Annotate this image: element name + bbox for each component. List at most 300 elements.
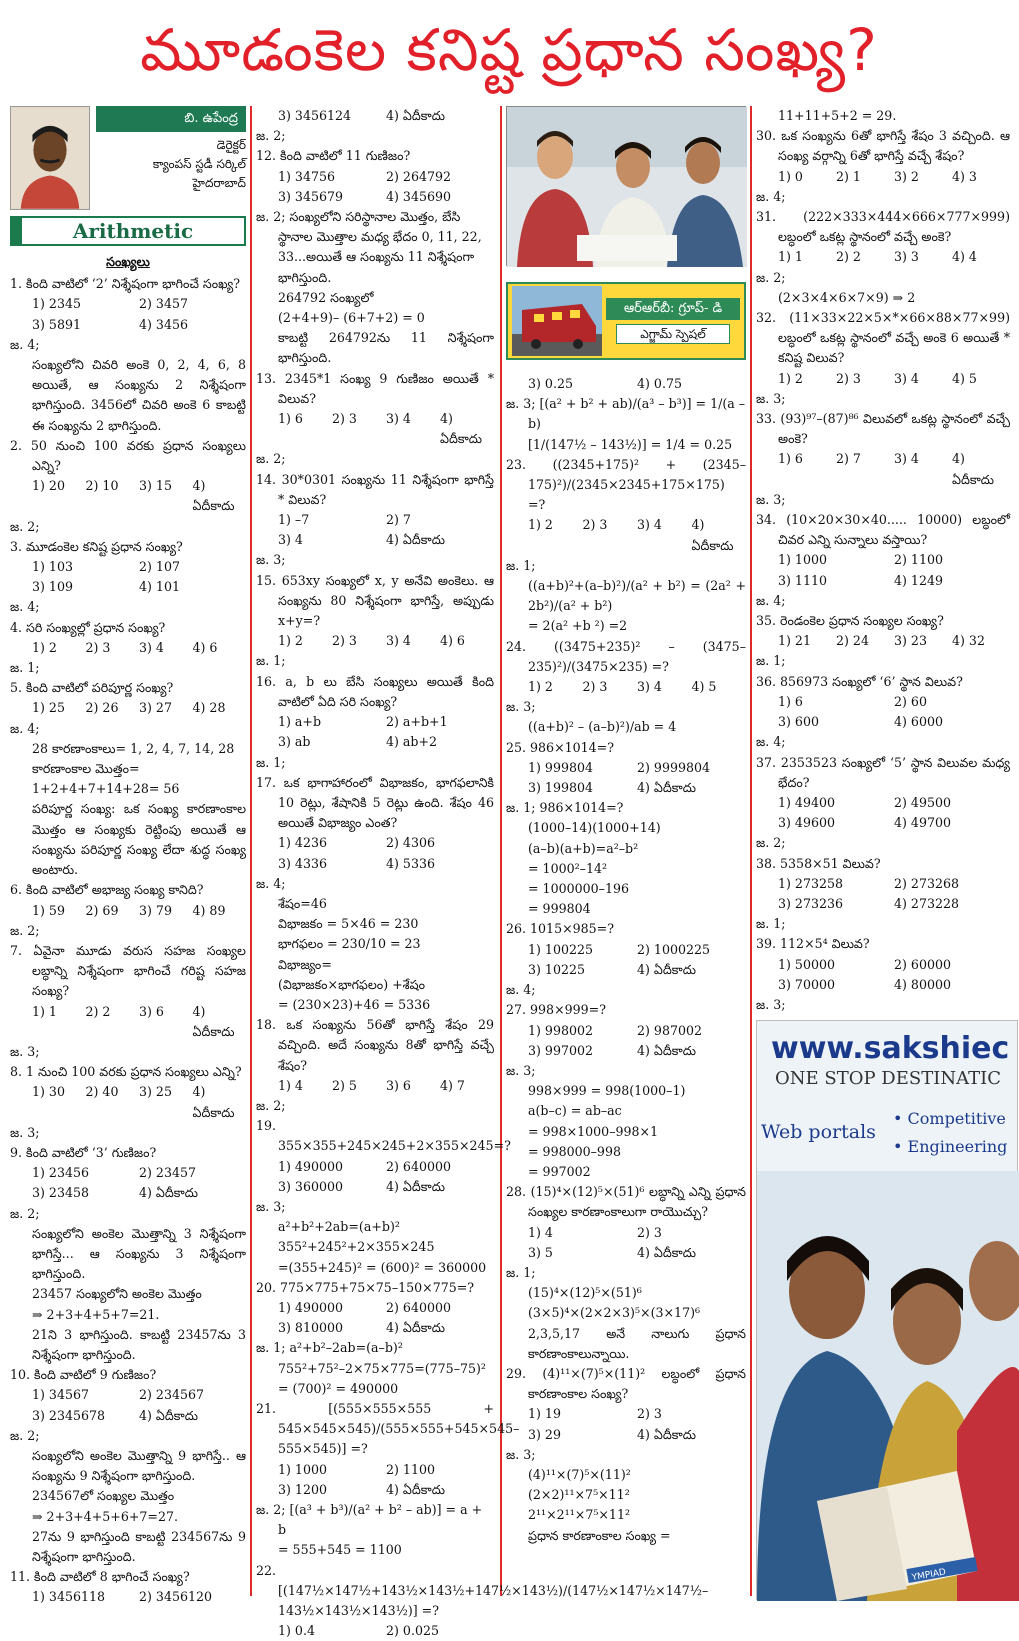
answer-option: 3) 2 [894,168,919,184]
answer-option: 1) a+b [278,714,322,730]
explanation: 1+2+4+7+14+28= 56 [32,781,180,797]
question: 38. 5358×51 విలువ? [756,855,881,871]
explanation: పరిపూర్ణ సంఖ్య: ఒక సంఖ్య కారణాంకాల మొత్తం ఆ సంఖ్యకు రెట్టింపు అయితే ఆ సంఖ్యను పరిపూర్ణ సంఖ్య లేదా శుద్ధ సంఖ్య అంటారు. [32,801,246,878]
answer-option: 1) 490000 [278,1158,344,1174]
answer-option: 4) ఏదీకాదు [637,780,696,796]
answer-option: 3) 25 [139,1084,172,1100]
question: 28. (15)⁴×(12)⁵×(51)⁶ లబ్ధాన్ని ఎన్ని ప్రధాన సంఖ్యల కారణాంకాలుగా రాయొచ్చు? [506,1184,746,1220]
answer-option: 2) 49500 [894,794,951,810]
answer-option: 4) 6 [192,639,218,655]
answer-option: 4) ఏదీకాదు [691,517,734,553]
answer-options [256,409,494,449]
explanation: 11+11+5+2 = 29. [778,108,897,123]
answer-option: 2) 26 [85,700,119,716]
answer-option: 2) 3 [85,639,111,655]
question: 30. ఒక సంఖ్యను 6తో భాగిస్తే శేషం 3 వచ్చింది. ఆ సంఖ్య వర్గాన్ని 6తో భాగిస్తే వచ్చే శేషం? [756,128,1010,164]
answer-options [506,1404,746,1444]
explanation: = 555+545 = 1100 [278,1542,402,1558]
answer-option: 2) 234567 [139,1387,205,1403]
explanation: ((a+b)²+(a–b)²)/(a² + b²) = (2a² + 2b²)/(a² + b²) [528,578,746,614]
explanation: 998×999 = 998(1000–1) [528,1083,686,1099]
answer-option: 1) 490000 [278,1299,344,1315]
answer-options [506,758,746,798]
answer-option: 1) 2345 [32,296,81,312]
answer: జ. 3; [506,1446,536,1462]
explanation: = 998000–998 [528,1143,621,1159]
answer-option: 2) 4306 [386,835,435,851]
answer: జ. 2; [10,1427,40,1443]
answer-option: 4) 3 [952,168,977,184]
answer-options [256,106,494,126]
answer-option: 4) ఏదీకాదు [386,1320,445,1336]
answer-option: 4) 49700 [894,815,951,831]
answer-option: 3) 4 [637,679,662,695]
question: 4. సరి సంఖ్యల్లో ప్రధాన సంఖ్య? [10,619,166,635]
answer-option: 3) 345679 [278,188,344,204]
answer-option: 4) 6000 [894,714,943,730]
answer-option: 1) 6 [278,411,303,427]
answer-option: 1) 2 [528,517,553,533]
column-divider [500,106,502,1596]
author-org: క్యాంపస్ స్టడీ సర్కిల్ [152,157,246,171]
question: 37. 2353523 సంఖ్యలో ‘5’ స్థాన విలువల మధ్య భేదం? [756,754,1010,790]
question: 9. కింది వాటిలో ‘3’ గుణిజం? [10,1144,157,1160]
answer-option: 1) 30 [32,1084,65,1100]
question: 36. 856973 సంఖ్యలో ‘6’ స్థాన విలువ? [756,673,963,689]
question: 1. కింది వాటిలో ‘2’ నిశ్శేషంగా భాగించే సంఖ్య? [10,276,241,292]
explanation: (3×5)⁴×(2×2×3)⁵×(3×17)⁶ [528,1305,701,1321]
answer-option: 4) 5336 [386,855,435,871]
answer-option: 1) 999804 [528,759,594,775]
answer: జ. 1; [506,1264,536,1280]
answer: జ. 2; [(a³ + b³)/(a² + b² – ab)] = a + b [256,1502,483,1538]
answer-options [506,1223,746,1263]
answer-option: 2) 987002 [637,1022,703,1038]
answer-option: 2) 3 [332,411,357,427]
answer-option: 2) 3 [637,1406,662,1422]
column-divider [250,106,252,1596]
explanation: (2+4+9)– (6+7+2) = 0 [278,310,425,326]
explanation: 755²+75²–2×75×775=(775–75)² [278,1360,486,1376]
question: 17. ఒక భాగాహారంలో విభాజకం, భాగఫలానికి 10 రెట్లు, శేషానికి 5 రెట్లు ఉంది. శేషం 46 అయితే విభాజ్యం ఎంత? [256,774,494,831]
ad-bullets [893,1105,1007,1161]
answer-options [10,1002,246,1042]
answer: జ. 3; [756,390,786,406]
answer-option: 4) ఏదీకాదు [192,1003,235,1039]
answer-option: 1) 1 [778,249,803,265]
answer-option: 1) 23456 [32,1165,89,1181]
answer-option: 4) ఏదీకాదు [139,1185,198,1201]
answer-option: 4) 101 [139,579,180,595]
answer: జ. 2; [10,1205,40,1221]
explanation: =(355+245)² = (600)² = 360000 [278,1259,487,1275]
answer-option: 1) 103 [32,559,73,575]
question: 32. (11×33×22×5×*×66×88×77×99) లబ్ధంలో ఒకట్ల స్థానంలో వచ్చే అంకె 6 అయితే * కనిష్ట విలువ? [756,310,1010,366]
answer-option: 2) 640000 [386,1299,452,1315]
explanation: = 1000²–14² [528,860,608,876]
rrb-banner [506,282,746,360]
answer-options [256,1076,494,1096]
answer-option: 3) 360000 [278,1178,344,1194]
author-photo [10,106,90,210]
question: 19. 355×355+245×245+2×355×245=? [256,1118,511,1154]
answer-option: 3) 4 [894,451,919,467]
question: 20. 775×775+75×75–150×775=? [256,1279,475,1295]
answer-options [506,677,746,697]
question: 6. కింది వాటిలో అభాజ్య సంఖ్య కానిది? [10,882,204,898]
answer-option: 1) 100225 [528,941,594,957]
answer-option: 4) 28 [192,700,226,716]
column-3 [506,106,746,1596]
answer: జ. 2; [10,518,40,534]
question: 33. (93)⁹⁷–(87)⁸⁶ విలువలో ఒకట్ల స్థానంలో వచ్చే అంకె? [756,411,1010,447]
column-divider [750,106,752,1596]
explanation: విభాజకం = 5×46 = 230 [278,916,419,932]
question: 39. 112×5⁴ విలువ? [756,936,870,952]
answer-option: 4) ఏదీకాదు [637,1244,696,1260]
answer-option: 1) 0 [778,168,803,184]
answer-option: 3) 3456124 [278,108,352,123]
question: 7. ఏవైనా మూడు వరుస సహజ సంఖ్యల లబ్ధాన్ని నిశ్శేషంగా భాగించే గరిష్ట సహజ సంఖ్య? [10,942,246,999]
explanation: (a–b)(a+b)=a²–b² [528,840,639,856]
answer-option: 4) 6 [440,633,465,649]
question: 31. (222×333×444×666×777×999) లబ్ధంలో ఒకట్ల స్థానంలో వచ్చే అంకె? [756,209,1010,245]
answer: జ. 1; [10,660,40,676]
answer-option: 1) 2 [278,633,303,649]
answer-option: 2) 640000 [386,1158,452,1174]
answer-options [506,374,746,394]
answer-option: 3) 1200 [278,1481,327,1497]
ad-book-text: YMPIAD [911,1567,947,1584]
explanation: 2¹¹×2¹¹×7⁵×11² [528,1507,631,1523]
answer-option: 1) 1000 [278,1461,327,1477]
answer-options [256,833,494,873]
question: 22. [(147½×147½+143½×143½+147½×143½)/(147½×147½×147½–143½×143½×143½)] =? [256,1562,709,1619]
answer-option: 3) 5 [528,1244,553,1260]
answer-option: 1) 2 [528,679,553,695]
answer-options [256,1157,494,1197]
answer-option: 4) 345690 [386,188,452,204]
answer-options [256,712,494,752]
answer-option: 2) 60 [894,693,927,709]
answer: జ. 3; [10,1043,40,1059]
answer: జ. 4; [256,875,286,891]
answer-option: 2) 7 [386,512,411,528]
answer-option: 4) ఏదీకాదు [952,451,995,487]
answer-option: 4) 273228 [894,895,960,911]
answer-option: 3) 3 [894,249,919,265]
answer-option: 2) 9999804 [637,759,711,775]
answer-options [756,874,1010,914]
answer-option: 3) 4 [386,411,411,427]
answer-option: 4) ab+2 [386,734,438,750]
explanation: (15)⁴×(12)⁵×(51)⁶ [528,1285,642,1301]
answer-option: 3) 4 [637,517,662,533]
answer-option: 4) ఏదీకాదు [637,961,696,977]
answer-option: 3) 2345678 [32,1407,106,1423]
explanation: 234567లో సంఖ్యల మొత్తం [32,1488,175,1504]
question: 2. 50 నుంచి 100 వరకు ప్రధాన సంఖ్యలు ఎన్ని? [10,437,246,474]
answer-option: 3) 70000 [778,976,835,992]
question: 34. (10×20×30×40..... 10000) లబ్ధంలో చివర ఎన్ని సున్నాలు వస్తాయి? [756,512,1010,548]
answer-option: 2) 3457 [139,296,188,312]
answer-options [10,1587,246,1607]
explanation: కారణాంకాల మొత్తం= [32,761,140,777]
question: 27. 998×999=? [506,1002,606,1018]
answer-options [756,793,1010,833]
answer-option: 4) ఏదీకాదు [139,1407,198,1423]
answer: జ. 2; [756,269,786,285]
answer-option: 1) –7 [278,512,310,528]
question: 10. కింది వాటిలో 9 గుణిజం? [10,1367,157,1383]
question: 29. (4)¹¹×(7)⁵×(11)² లబ్ధంలో ప్రధాన కారణాంకాల సంఖ్య? [506,1365,746,1402]
answer-option: 3) 1110 [778,572,827,588]
explanation: a²+b²+2ab=(a+b)² [278,1219,400,1235]
answer-option: 2) a+b+1 [386,714,448,730]
explanation: (4)¹¹×(7)⁵×(11)² [528,1466,631,1482]
explanation: (2×3×4×6×7×9) ⇒ 2 [778,289,916,305]
explanation: [1/(147½ – 143½)] = 1/4 = 0.25 [528,436,733,452]
answer-option: 2) 3 [637,1224,662,1240]
answer-option: 4) ఏదీకాదు [440,411,483,447]
answer-option: 1) 21 [778,633,811,649]
answer-options [756,550,1010,590]
explanation: ((a+b)² – (a–b)²)/ab = 4 [528,719,677,735]
explanation: = 998×1000–998×1 [528,1123,659,1139]
author-portrait-icon [11,107,89,209]
answer-option: 1) 2 [32,639,57,655]
answer-option: 3) 600 [778,714,819,730]
answer: జ. 2; [256,128,286,144]
answer: జ. 4; [10,336,40,352]
answer-options [256,1621,494,1641]
answer-option: 3) 29 [528,1426,561,1442]
answer-option: 4) ఏదీకాదు [637,1042,696,1058]
question: 5. కింది వాటిలో పరిపూర్ణ సంఖ్య? [10,680,174,696]
answer: జ. 4; [10,599,40,615]
explanation: శేషం=46 [278,895,327,911]
answer-option: 3) 10225 [528,961,585,977]
answer-options [756,247,1010,267]
sakshi-advertisement[interactable] [756,1020,1018,1600]
answer-option: 2) 264792 [386,168,452,184]
answer-option: 3) 5891 [32,316,81,332]
answer-option: 3) 79 [139,902,172,918]
answer: జ. 3; [756,996,786,1012]
explanation: ⇒ 2+3+4+5+6+7=27. [32,1508,178,1524]
answer-options [756,631,1010,651]
question: 3. మూడంకెల కనిష్ట ప్రధాన సంఖ్య? [10,538,183,554]
explanation: = (700)² = 490000 [278,1380,399,1396]
answer-option: 1) 50000 [778,956,835,972]
answer: జ. 2; [256,451,286,467]
answer-option: 3) 23 [894,633,927,649]
question: 23. ((2345+175)² + (2345–175)²)/(2345×2345+175×175) =? [506,456,746,513]
students-photo [506,106,746,266]
answer: జ. 3; [10,1124,40,1140]
answer-option: 3) 997002 [528,1042,594,1058]
section-title: Arithmetic [10,216,246,246]
answer: జ. 3; [756,491,786,507]
explanation: (2×2)¹¹×7⁵×11² [528,1487,630,1503]
answer-option: 1) 273258 [778,875,844,891]
answer-option: 1) 6 [778,693,803,709]
answer-option: 3) 4 [139,639,164,655]
explanation: a(b–c) = ab–ac [528,1103,622,1119]
answer-option: 3) 6 [139,1003,164,1019]
answer-option: 2) 273268 [894,875,960,891]
explanation: = 2(a² +b ²) =2 [528,618,628,634]
question: 8. 1 నుంచి 100 వరకు ప్రధాన సంఖ్యలు ఎన్ని? [10,1064,242,1080]
answer-option: 2) 1 [836,168,861,184]
explanation: ప్రధాన కారణాంకాల సంఖ్య = [528,1527,671,1543]
question: 26. 1015×985=? [506,921,614,937]
answer: జ. 1; a²+b²–2ab=(a–b)² [256,1340,403,1356]
answer-option: 4) 0.75 [637,376,682,391]
answer: జ. 3; [(a² + b² + ab)/(a³ – b³)] = 1/(a – b) [506,396,746,432]
answer: జ. 4; [506,982,536,998]
answer-option: 1) 34756 [278,168,335,184]
explanation: ⇒ 2+3+4+5+7=21. [32,1306,160,1322]
answer-option: 2) 60000 [894,956,951,972]
answer-options [10,557,246,597]
answer-option: 2) 7 [836,451,861,467]
question: 15. 653xy సంఖ్యలో x, y అనేవి అంకెలు. ఆ సంఖ్యను 80 నిశ్శేషంగా భాగిస్తే, అప్పుడు x+y=? [256,572,494,629]
answer-option: 2) 3456120 [139,1589,213,1605]
answer-options [256,510,494,550]
answer-options [256,1298,494,1338]
answer-options [10,1385,246,1425]
author-box [10,106,246,210]
answer-option: 4) 89 [192,902,226,918]
answer-options [10,476,246,516]
answer-option: 2) 69 [85,902,119,918]
author-name: బి. ఉపేంద్ర [96,106,246,132]
answer-option: 4) 80000 [894,976,951,992]
author-role: డెరైక్టర్ [216,138,246,152]
answer-option: 1) 1 [32,1003,57,1019]
author-city: హైదరాబాద్ [192,176,246,190]
question: 11. కింది వాటిలో 8 భాగించే సంఖ్య? [10,1569,190,1585]
students-photo-icon [507,107,747,267]
ad-bullet-engineering: • Engineering [893,1137,1008,1156]
answer-option: 4) ఏదీకాదు [386,532,445,548]
answer: జ. 1; [756,916,786,932]
answer-option: 2) 2 [836,249,861,265]
answer-options [10,901,246,921]
ad-url[interactable]: www.sakshiec [771,1031,1010,1066]
answer-option: 3) 15 [139,478,172,494]
answer: జ. 4; [756,188,786,204]
answer-option: 3) 4336 [278,855,327,871]
answer: జ. 4; [756,734,786,750]
answer-option: 1) 4236 [278,835,327,851]
answer-options [756,692,1010,732]
question: 14. 30*0301 సంఖ్యను 11 నిశ్శేషంగా భాగిస్తే * విలువ? [256,471,494,507]
answer: జ. 1; 986×1014=? [506,800,624,816]
answer-option: 4) 5 [952,370,977,386]
answer-option: 4) ఏదీకాదు [386,1481,445,1497]
answer-options [756,369,1010,389]
explanation: = 1000000–196 [528,881,629,897]
question: 25. 986×1014=? [506,739,614,755]
answer-option: 4) 3456 [139,316,188,332]
answer-option: 3) 6 [386,1077,411,1093]
answer-options [10,1163,246,1203]
answer-option: 3) 810000 [278,1320,344,1336]
explanation: 28 కారణాంకాలు= 1, 2, 4, 7, 14, 28 [32,740,235,756]
answer-option: 4) 7 [440,1077,465,1093]
explanation: 355²+245²+2×355×245 [278,1239,435,1255]
answer-option: 1) 19 [528,1406,561,1422]
subsection-title: సంఖ్యలు [106,254,150,269]
answer-options [256,631,494,651]
answer: జ. 3; [256,1198,286,1214]
explanation: సంఖ్యలోని అంకెల మొత్తాన్ని 9 భాగిస్తే.. ఆ సంఖ్యను 9 నిశ్శేషంగా భాగిస్తుంది. [32,1447,246,1484]
answer-options [506,940,746,980]
answer: జ. 3; [256,552,286,568]
question: 35. రెండంకెల ప్రధాన సంఖ్యల సంఖ్య? [756,613,944,629]
answer-option: 1) 34567 [32,1387,89,1403]
answer-option: 3) 4 [894,370,919,386]
answer: జ. 2; సంఖ్యలోని సరిస్థానాల మొత్తం, బేసి స్థానాల మొత్తాల మధ్య భేదం 0, 11, 22, 33...అయితే ఆ సంఖ్యను 11 నిశ్శేషంగా భాగిస్తుంది. [256,209,482,285]
explanation: భాగఫలం = 230/10 = 23 [278,936,421,952]
answer-option: 1) 2 [778,370,803,386]
answer-option: 4) 4 [952,249,977,265]
explanation: = 997002 [528,1163,591,1179]
answer: జ. 3; [506,1062,536,1078]
answer-options [10,698,246,718]
answer-option: 2) 3 [582,679,608,695]
answer: జ. 2; [756,835,786,851]
answer-option: 1) 49400 [778,794,835,810]
answer: జ. 3; [506,699,536,715]
answer-option: 2) 23457 [139,1165,196,1181]
answer-option: 2) 1100 [386,1461,435,1477]
answer-option: 1) 59 [32,902,65,918]
answer-option: 2) 3 [836,370,861,386]
answer-option: 4) 5 [691,679,717,695]
explanation: = (230×23)+46 = 5336 [278,996,431,1012]
column-1 [10,106,246,1605]
explanation: 2,3,5,17 అనే నాలుగు ప్రధాన కారణాంకాలున్నాయి. [528,1325,746,1361]
answer-option: 2) 10 [85,478,119,494]
answer-option: 2) 5 [332,1077,357,1093]
answer: జ. 1; [506,557,536,573]
answer: జ. 2; [10,922,40,938]
answer-option: 4) 32 [952,633,985,649]
banner-subtitle: ఎగ్జామ్ స్పెషల్ [616,324,730,344]
answer-option: 2) 2 [85,1003,111,1019]
answer-options [756,955,1010,995]
answer-option: 3) 4 [278,532,303,548]
answer: జ. 4; [756,592,786,608]
answer-option: 4) ఏదీకాదు [386,1178,445,1194]
answer: జ. 1; [756,653,786,669]
explanation: = 999804 [528,901,591,917]
answer-option: 4) 1249 [894,572,943,588]
answer-option: 2) 0.025 [386,1623,439,1639]
answer-options [756,449,1010,489]
answer-options [256,167,494,207]
answer-options [10,294,246,334]
answer-option: 1) 998002 [528,1022,594,1038]
explanation: (విభాజకం×భాగఫలం) +శేషం [278,976,425,992]
answer-option: 3) 4 [386,633,411,649]
explanation: కాబట్టి 264792ను 11 నిశ్శేషంగా భాగిస్తుంది. [278,330,494,366]
answer-option: 3) ab [278,734,311,750]
answer-option: 4) ఏదీకాదు [637,1426,696,1442]
